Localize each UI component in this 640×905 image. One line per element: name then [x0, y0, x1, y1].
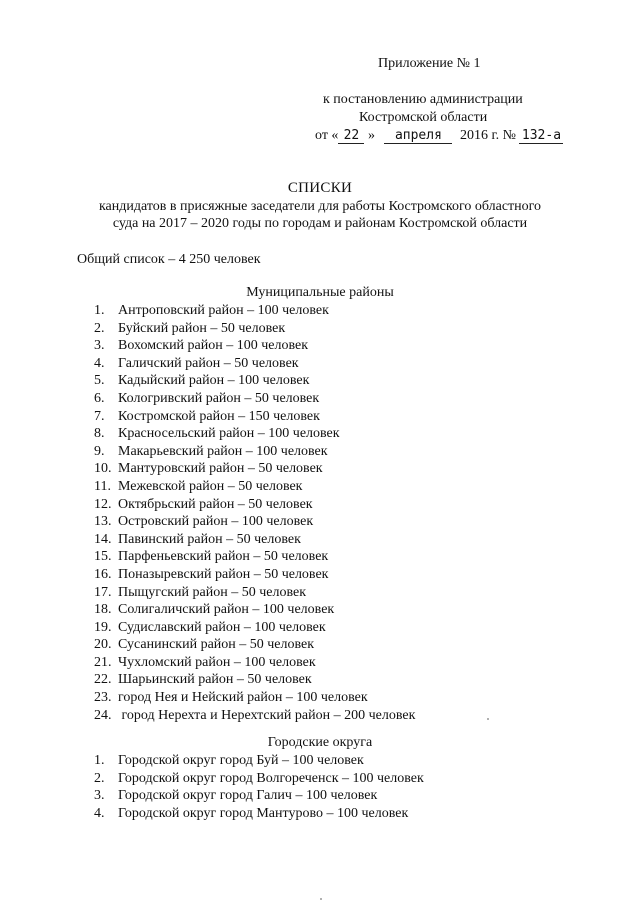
list-item-text: Буйский район – 50 человек: [118, 320, 286, 336]
list-item: [94, 619, 415, 637]
date-mid: »: [364, 128, 375, 143]
list-item-number: 5.: [94, 373, 105, 389]
list-item: [94, 302, 415, 320]
list-item-number: 1.: [94, 303, 105, 318]
list-item-number: 19.: [94, 619, 112, 635]
list-item-number: 4.: [94, 355, 105, 371]
list-item-number: 22.: [94, 672, 112, 688]
list-item-number: 2.: [94, 770, 105, 786]
list-item: [94, 337, 415, 355]
date-prefix: от «: [315, 128, 339, 143]
list-item: [94, 689, 415, 707]
date-year: 2016 г. №: [459, 128, 516, 143]
list-item-text: Островский район – 100 человек: [118, 514, 314, 530]
urban-list: [94, 752, 424, 822]
urban-heading: Городские округа: [267, 735, 373, 750]
region-label: Костромской области: [359, 110, 488, 125]
list-item: [94, 752, 424, 770]
list-item-text: Мантуровский район – 50 человек: [118, 461, 323, 477]
document-subtitle-line2: суда на 2017 – 2020 годы по городам и районам Костромской области: [112, 216, 528, 231]
date-month: апреля: [384, 128, 452, 144]
list-item-text: Судиславский район – 100 человек: [118, 619, 326, 635]
list-item-text: Поназыревский район – 50 человек: [118, 566, 329, 582]
document-title: СПИСКИ: [287, 180, 353, 196]
list-item-number: 12.: [94, 496, 112, 512]
list-item-text: Павинский район – 50 человек: [118, 531, 301, 547]
list-item: [94, 496, 415, 514]
list-item: [94, 320, 415, 338]
list-item-text: город Нея и Нейский район – 100 человек: [118, 690, 368, 706]
list-item: [94, 443, 415, 461]
list-item-text: Пыщугский район – 50 человек: [118, 584, 307, 600]
list-item: [94, 408, 415, 426]
resolution-date: [315, 128, 563, 144]
list-item-number: 8.: [94, 426, 105, 442]
list-item: [94, 372, 415, 390]
list-item: [94, 770, 424, 788]
list-item-text: Шарьинский район – 50 человек: [118, 672, 312, 688]
list-item-text: город Нерехта и Нерехтский район – 200 человек: [118, 707, 416, 723]
resolution-label: к постановлению администрации: [323, 92, 523, 107]
list-item: [94, 707, 415, 725]
list-item-number: 13.: [94, 514, 112, 530]
list-item-number: 21.: [94, 654, 112, 670]
list-item-number: 10.: [94, 461, 112, 477]
list-item-text: Макарьевский район – 100 человек: [118, 443, 328, 459]
list-item-number: 7.: [94, 408, 105, 424]
list-item-text: Солигаличский район – 100 человек: [118, 602, 335, 618]
list-item-text: Городской округ город Волгореченск – 100 человек: [118, 770, 424, 786]
list-item-text: Чухломский район – 100 человек: [118, 654, 316, 670]
total-count: Общий список – 4 250 человек: [77, 252, 261, 267]
list-item: [94, 478, 415, 496]
list-item: [94, 425, 415, 443]
list-item-text: Городской округ город Буй – 100 человек: [118, 753, 364, 768]
list-item-text: Городской округ город Мантурово – 100 человек: [118, 805, 409, 821]
list-item: [94, 671, 415, 689]
list-item-number: 11.: [94, 478, 111, 494]
list-item-number: 14.: [94, 531, 112, 547]
list-item: [94, 636, 415, 654]
list-item-number: 1.: [94, 753, 105, 768]
list-item: [94, 355, 415, 373]
list-item: [94, 601, 415, 619]
list-item-text: Кологривский район – 50 человек: [118, 390, 320, 406]
municipal-list: [94, 302, 415, 724]
resolution-number: 132-а: [519, 128, 563, 144]
list-item-text: Галичский район – 50 человек: [118, 355, 299, 371]
list-item-number: 9.: [94, 443, 105, 459]
list-item-number: 24.: [94, 707, 112, 723]
list-item-text: Антроповский район – 100 человек: [118, 303, 329, 318]
list-item-number: 16.: [94, 566, 112, 582]
document-subtitle-line1: кандидатов в присяжные заседатели для работы Костромского областного: [98, 199, 542, 214]
list-item-number: 3.: [94, 788, 105, 804]
list-item-number: 17.: [94, 584, 112, 600]
list-item: [94, 390, 415, 408]
list-item-text: Кадыйский район – 100 человек: [118, 373, 310, 389]
list-item: [94, 787, 424, 805]
list-item: [94, 460, 415, 478]
list-item-text: Красносельский район – 100 человек: [118, 426, 340, 442]
municipal-heading: Муниципальные районы: [246, 285, 394, 300]
date-day: 22: [338, 128, 364, 144]
list-item-text: Городской округ город Галич – 100 человек: [118, 788, 378, 804]
list-item-text: Вохомский район – 100 человек: [118, 338, 309, 354]
list-item: [94, 654, 415, 672]
list-item-text: Парфеньевский район – 50 человек: [118, 549, 329, 565]
list-item-number: 23.: [94, 690, 112, 706]
scan-speck: [487, 718, 489, 720]
list-item-text: Октябрьский район – 50 человек: [118, 496, 313, 512]
list-item-number: 6.: [94, 390, 105, 406]
list-item: [94, 513, 415, 531]
list-item-text: Межевской район – 50 человек: [118, 478, 303, 494]
list-item-number: 18.: [94, 602, 112, 618]
list-item: [94, 584, 415, 602]
list-item-text: Сусанинский район – 50 человек: [118, 637, 315, 653]
list-item-number: 4.: [94, 805, 105, 821]
list-item-number: 3.: [94, 338, 105, 354]
scan-speck: [320, 898, 322, 900]
list-item: [94, 548, 415, 566]
list-item-number: 20.: [94, 637, 112, 653]
list-item-text: Костромской район – 150 человек: [118, 408, 320, 424]
list-item-number: 2.: [94, 320, 105, 336]
list-item-number: 15.: [94, 549, 112, 565]
list-item: [94, 531, 415, 549]
appendix-label: Приложение № 1: [378, 56, 481, 71]
list-item: [94, 805, 424, 823]
list-item: [94, 566, 415, 584]
